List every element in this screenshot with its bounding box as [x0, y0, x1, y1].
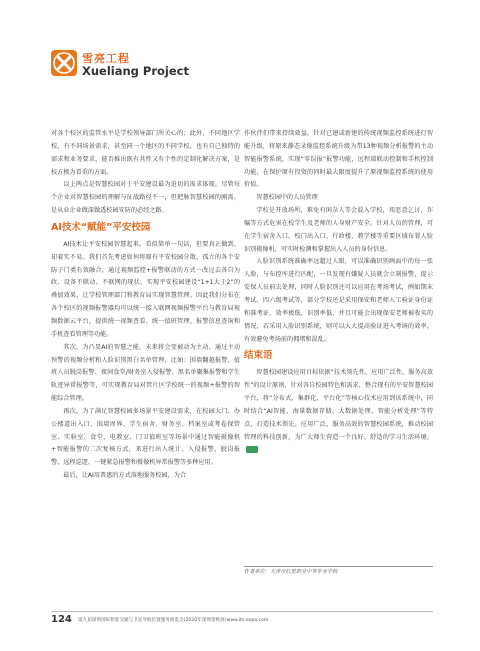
paragraph: 最后，让AI用普惠的方式落地服务校园，为合	[63, 472, 186, 480]
paragraph: 对各个校区的监管水平是学校领导部门所关心的；此外，不同地区学校，有不同场景需求，甚至同一个地区的不同学校，也有自己独特的需求和业务要求，能否推出既有共性又有个性的定制化解决方案，是校方极为看重的方面。	[51, 130, 240, 176]
paragraph-text: 智慧校园建设应用目标依据“技术领先性、应用广泛性、服务高效性”的设计原则，针对各自校园特色和需求，整合现有的平安智慧校园平台，将“分布式、集群化、平台化”等核心技术应用到该系统中，同时结合“AI智能、海量数据存储、大数据处理、智能分析处理”等特点，打造技术领先、应用广泛、服务高效的智慧校园系统，推动校园管理的科技创新，为广大师生营造一个良好、舒适的学习生活环境。	[244, 369, 433, 441]
paragraph: AI技术让平安校园智慧起来。看似简单一句话，但要真正做到，却着实不易。我们首先考虑如何将原有平安校园分散、孤立的各个安防子门类有效融合，通过视频监控+报警联动的方式一改过去各自为政、设备不联动、不联网的现状，实现平安校园建设“1+1大于2”的叠加效果，让学校管理部门和教育局实现智慧管理。因此我们分布在各个校区的视频报警器均可以统一接入联网视频报警平台与教育局视频数据云平台，提供统一视频查看、统一值班管理、报警信息查询和手机查看管理等功能。	[51, 240, 240, 338]
paragraph: 学校是开放场所，难免有闲杂人等会混入学校，用恶意乞讨，诈骗等方式危害在校学生及老师的人身财产安全。针对人员的管理，可在学生宿舍入口、校门出入口、行政楼、教学楼等重要区域布署人脸识别摄像机，可实时检测和掌握出入人员的身份信息。	[244, 207, 433, 253]
section-brand-en: Xueliang Project	[82, 64, 189, 78]
paragraph	[244, 367, 433, 457]
end-mark-icon	[246, 446, 258, 453]
xueliang-logo	[51, 50, 77, 76]
page-number: 124	[51, 614, 72, 625]
footer-divider	[51, 611, 433, 612]
paragraph: 再次，为了满足智慧校园多场景平安建设需求，在校园大门、办公楼道出入口、围墙周界、学生宿舍、财务室、档案室或考卷保管室、实验室、食堂、电教室、门卫值班室等场景中通过智能摄像机+智能报警的二次复核方式，来进行出入统计、入侵报警、脱岗报警、远程巡逻、一键紧急报警和摄像机异常报警等多种应用。	[51, 407, 240, 467]
paragraph: 作伙伴们带来持续效益。针对已建或新建的传统视频监控系统进行智能升级，将原来静态录像监控系统升级为带13种视频分析报警的主动智能报警系统，实现“零误报”报警功能，远程端联动控制和手机控制功能，在保护原有投资的同时最大限度提升了原视频监控系统的使用价值。	[244, 130, 433, 189]
right-column	[244, 128, 433, 457]
paragraph: 人脸识别系统准确率远超过人眼，可以准确识别画面中的每一张人脸，与布控库进行匹配，一旦发现有嫌疑人员就会立刻报警，提示安保人员前去处理，同时人脸识别还可以应用在考场考试，例如期末考试、四六级考试等，部分学校还是采用保安和老师人工验证身份证和准考证，效率极低，识别率低，并且可能会出现保安老师被收买的情况，若采用人脸识别系统，则可以大大提高验证进入考场的效率，有效避免考场前的拥堵和混乱。	[244, 258, 433, 343]
author-divider	[244, 566, 433, 567]
left-column	[51, 128, 240, 483]
section-brand-cn: 雪亮工程	[82, 52, 130, 65]
x-mark-icon	[51, 50, 77, 76]
section-heading-ai: AI技术“赋能”平安校园	[51, 221, 151, 233]
footer-text: 第九届深圳国际智能交通与卫星导航位置服务展览会(2020年深圳金秋展)www.its-expo.com	[78, 618, 269, 623]
paragraph: 以上两点是智慧校园对于平安建设最为迫切的需求体现。尽管每个企业对智慧校园的理解与征战路径不一，但把脉智慧校园的刚需，是从业企业做深做透校园安防的必经之路。	[51, 181, 240, 215]
paragraph: 其次，为凸显AI的智慧之能，未来将会变被动为主动，通过主动预警的视频分析和人脸识别黑白名单管理，比如：围墙翻越报警、值班人员脱岗报警、夜间食堂/财务室入侵报警、黑名单聚集报警和学生轨迹异常报警等，可实现教育局对管片区学校统一的视频+报警的智能综合管理。	[51, 343, 240, 403]
author-affiliation: 作者单位：天津市红星职业中等专业学校	[244, 569, 338, 575]
subheading-personnel: 智慧校园中的人员管理	[256, 194, 318, 202]
section-heading-conclusion: 结束语	[244, 350, 273, 362]
